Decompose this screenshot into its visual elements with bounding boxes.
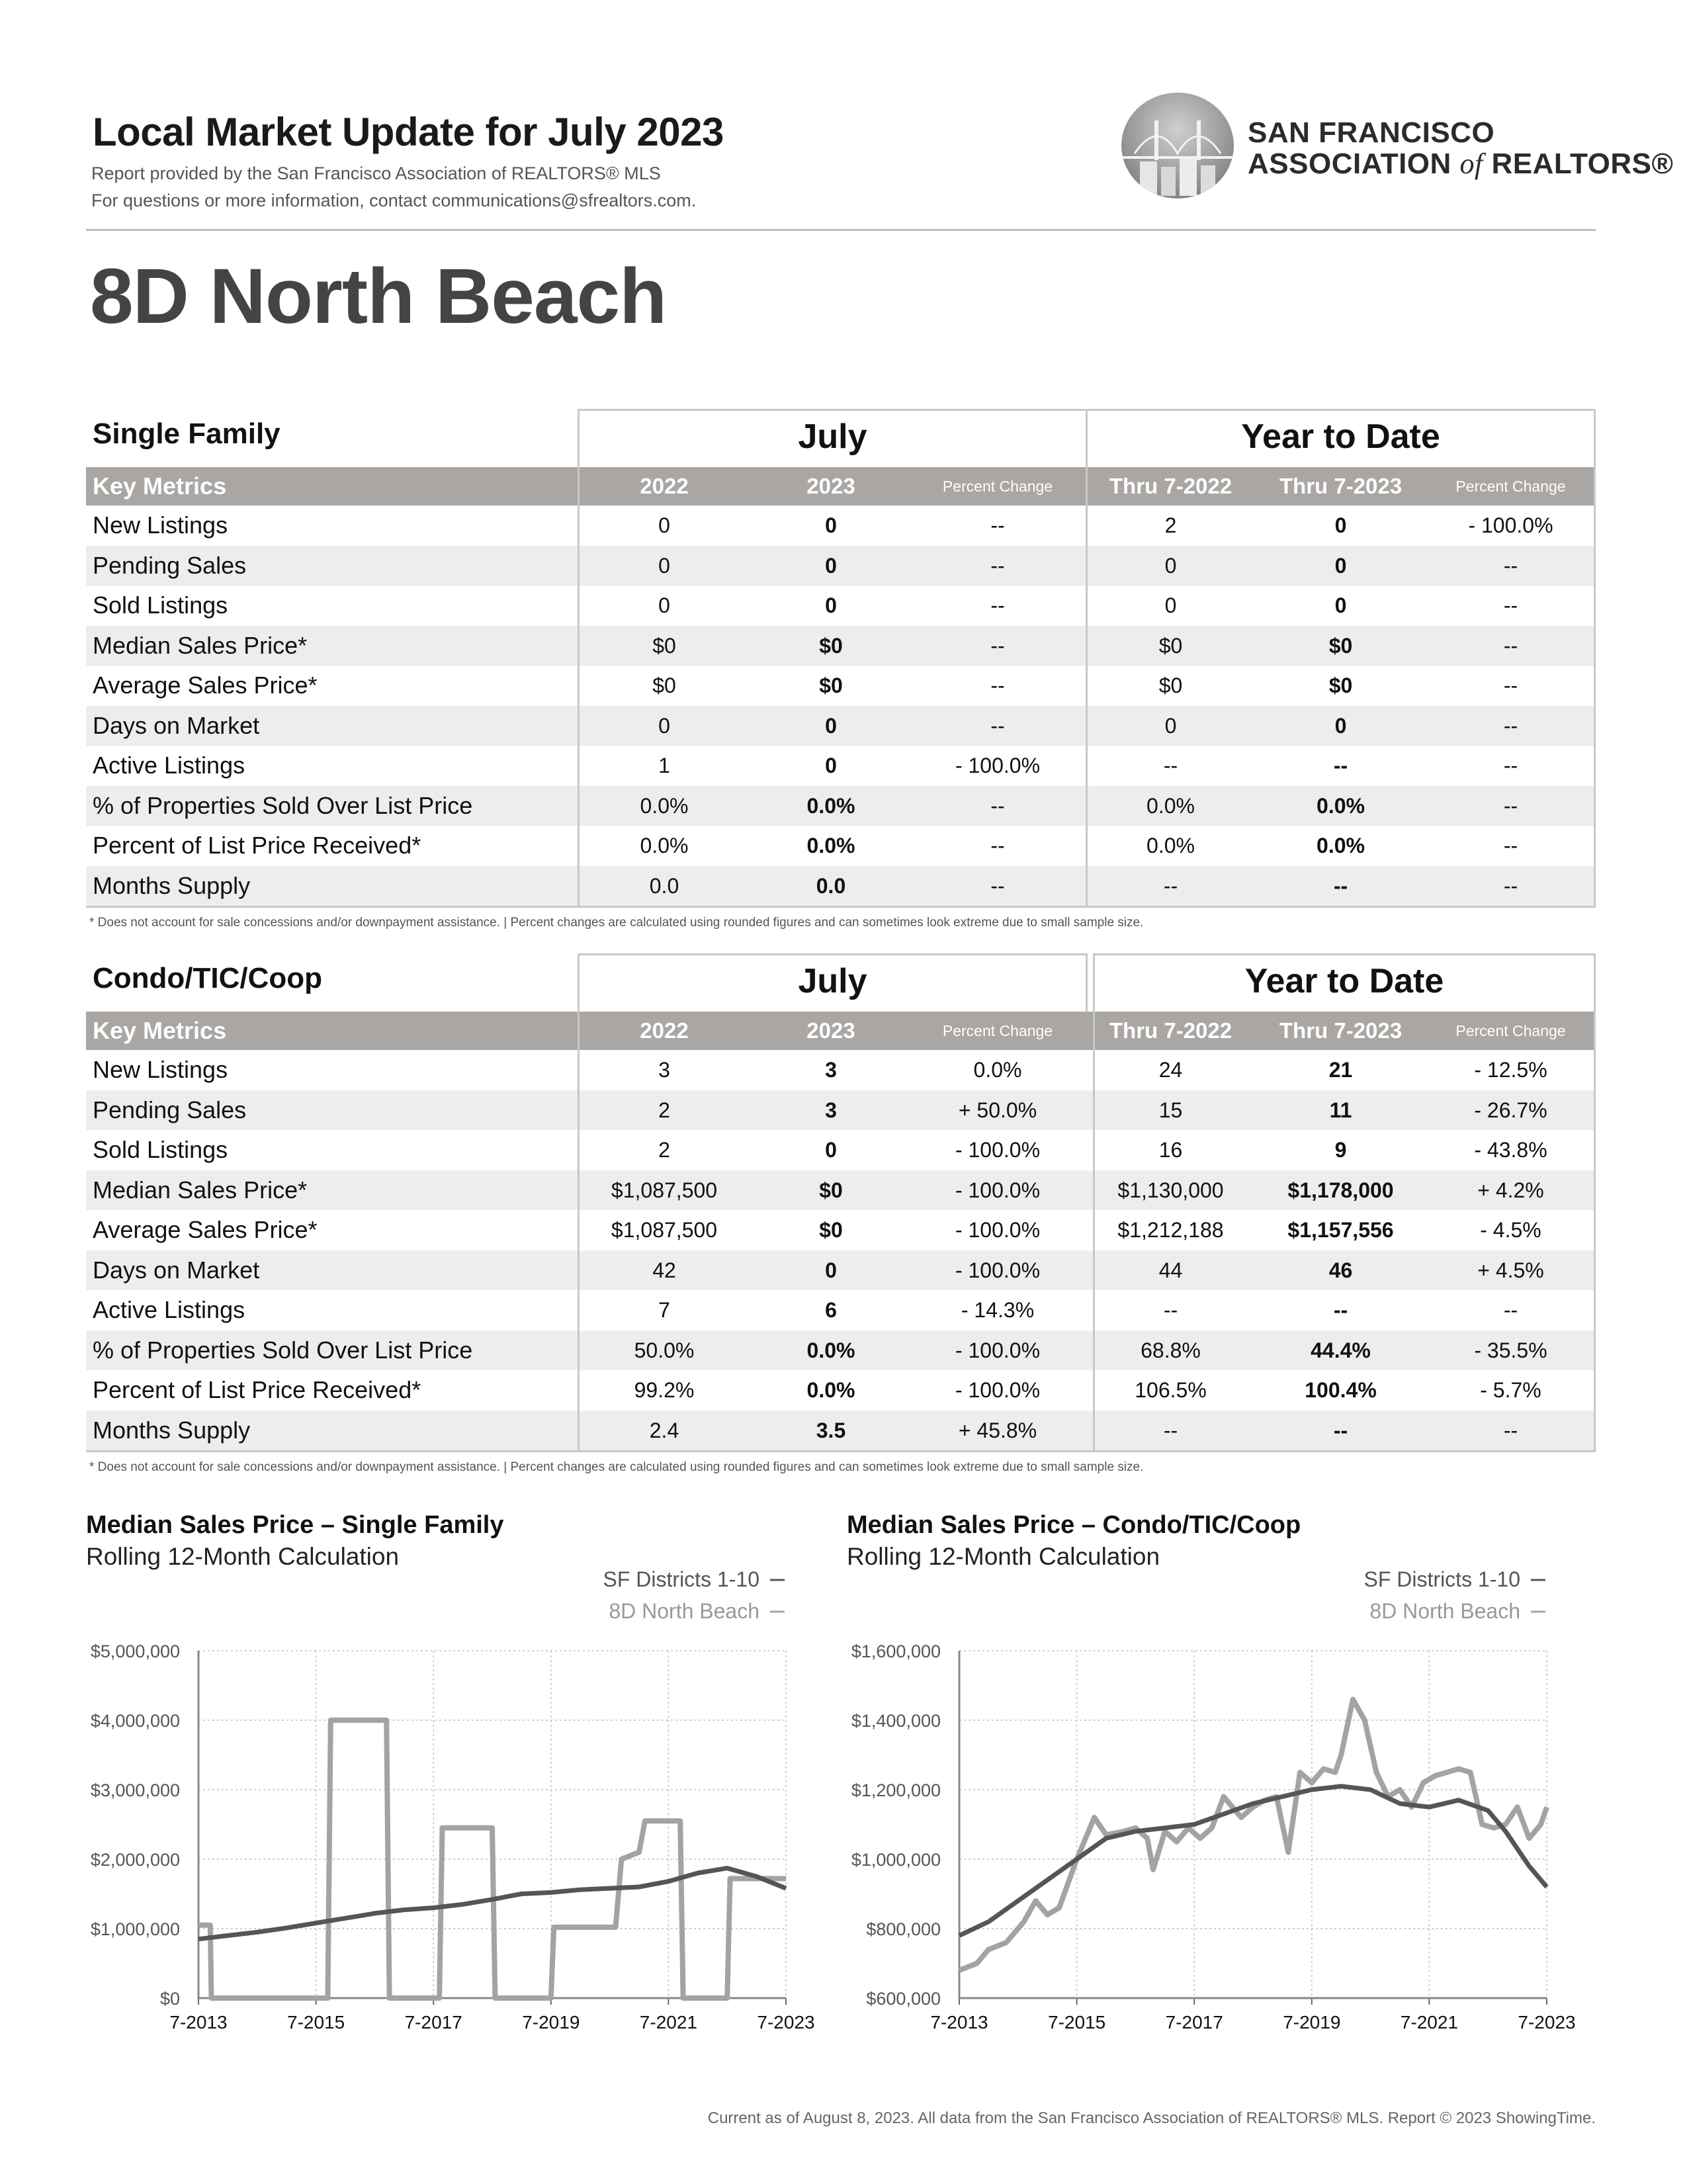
y-tick-label: $1,000,000 [851,1850,941,1870]
value-july-pct: -- [990,873,1005,898]
value-july-pct: 0.0% [973,1058,1022,1082]
value-ytd-pct: -- [1503,834,1518,857]
value-july-2023: 3 [825,1058,837,1082]
value-july-2023: 0.0% [806,1378,855,1402]
metric-name: % of Properties Sold Over List Price [93,1336,473,1364]
value-july-pct: -- [990,553,1005,578]
x-tick-label: 7-2015 [1048,2012,1106,2032]
divider [1086,467,1088,907]
table-row [86,505,1596,546]
value-ytd-pct: -- [1503,593,1518,617]
table-bottom-rule [86,906,1596,908]
july-group-header: July [798,417,867,456]
x-tick-label: 7-2021 [639,2012,697,2032]
col-2023: 2023 [806,1018,855,1043]
value-july-2022: 0 [658,553,670,578]
value-ytd-pct: -- [1503,633,1518,658]
sfar-logo-icon [1121,93,1234,198]
july-group-header: July [798,962,867,1000]
table-row [86,866,1596,906]
value-july-pct: -- [990,633,1005,658]
value-ytd-2023: 9 [1334,1138,1347,1162]
value-july-2023: 0 [825,513,837,537]
chart-single-family [66,1561,834,2038]
page-title: 8D North Beach [90,253,667,340]
legend-label: SF Districts 1-10 [603,1567,759,1591]
value-ytd-2023: 0 [1334,713,1347,738]
table-bottom-rule [86,1450,1596,1452]
value-ytd-pct: - 26.7% [1474,1098,1547,1122]
value-ytd-2022: 68.8% [1141,1338,1201,1362]
value-july-2023: $0 [819,1178,843,1202]
col-2022: 2022 [640,474,689,498]
value-ytd-pct: -- [1503,674,1518,697]
chart-title: Median Sales Price – Single Family [86,1511,504,1539]
value-ytd-pct: -- [1503,1418,1518,1442]
metric-name: New Listings [93,1056,228,1083]
report-title: Local Market Update for July 2023 [93,110,724,154]
value-july-2023: 0.0% [806,834,855,857]
metric-name: Months Supply [93,871,251,899]
value-ytd-2022: 0 [1164,713,1177,738]
footnote: * Does not account for sale concessions and/or downpayment assistance. | Percent changes are calculated using rounded figures and can sometimes look extreme due to small sample size. [89,916,1144,930]
value-ytd-2023: 0 [1334,553,1347,578]
table-row [86,1050,1596,1090]
table-row [86,1250,1596,1291]
metric-name: Pending Sales [93,551,247,579]
x-tick-label: 7-2023 [1518,2012,1576,2032]
table-section-label: Single Family [93,417,281,450]
value-july-pct: -- [990,513,1005,537]
value-ytd-pct: -- [1503,1298,1518,1322]
table-row [86,786,1596,826]
col-ytd-percent-change: Percent Change [1455,478,1566,495]
x-tick-label: 7-2015 [287,2012,345,2032]
value-ytd-2022: 0.0% [1146,793,1195,818]
y-tick-label: $1,600,000 [851,1641,941,1661]
value-july-2022: 0.0% [640,834,689,857]
value-ytd-pct: -- [1503,713,1518,738]
value-july-2022: 7 [658,1298,670,1322]
table-row [86,1130,1596,1170]
value-july-2022: 0 [658,513,670,537]
value-ytd-2022: -- [1163,1418,1178,1442]
legend-label: SF Districts 1-10 [1363,1567,1520,1591]
value-july-pct: -- [990,674,1005,697]
value-july-2022: 42 [652,1258,676,1282]
value-ytd-2022: -- [1163,754,1178,777]
value-ytd-2022: $0 [1158,674,1183,697]
value-ytd-pct: -- [1503,553,1518,578]
value-ytd-2023: 46 [1328,1258,1353,1282]
value-july-pct: - 100.0% [955,1378,1041,1402]
value-ytd-2023: 0 [1334,593,1347,617]
value-july-2022: 2 [658,1138,670,1162]
value-ytd-2022: 0.0% [1146,834,1195,857]
value-july-2022: 50.0% [634,1338,695,1362]
value-ytd-2023: $1,178,000 [1287,1178,1394,1202]
y-tick-label: $5,000,000 [90,1641,180,1661]
value-july-2022: $1,087,500 [611,1218,718,1242]
value-july-2023: 0 [825,553,837,578]
value-ytd-2023: -- [1333,1418,1348,1442]
value-july-pct: -- [990,793,1005,818]
ytd-group-header: Year to Date [1241,417,1440,456]
value-july-2022: 0.0 [649,873,679,898]
y-tick-label: $2,000,000 [90,1850,180,1870]
value-july-2022: 0.0% [640,793,689,818]
value-july-2023: 0 [825,713,837,738]
y-tick-label: $600,000 [866,1989,941,2009]
value-ytd-2022: 16 [1158,1138,1183,1162]
x-tick-label: 7-2021 [1400,2012,1458,2032]
table-row [86,1370,1596,1411]
divider [578,1012,580,1452]
table-row [86,546,1596,586]
col-key-metrics: Key Metrics [93,472,227,500]
value-july-2022: $0 [652,633,676,658]
metric-name: New Listings [93,511,228,539]
metric-name: Pending Sales [93,1096,247,1123]
x-tick-label: 7-2013 [930,2012,988,2032]
value-july-pct: -- [990,834,1005,857]
value-july-2022: 1 [658,754,670,777]
metric-name: Days on Market [93,1256,260,1284]
table-row [86,826,1596,866]
table-header-row [86,467,1596,505]
x-tick-label: 7-2019 [522,2012,580,2032]
value-july-2023: $0 [819,674,843,697]
y-tick-label: $1,400,000 [851,1711,941,1731]
value-july-2023: $0 [819,633,843,658]
value-ytd-2022: 2 [1164,513,1177,537]
value-july-2022: 99.2% [634,1378,695,1402]
col-key-metrics: Key Metrics [93,1017,227,1044]
value-july-2023: 3 [825,1098,837,1122]
y-tick-label: $4,000,000 [90,1711,180,1731]
table-row [86,746,1596,786]
value-july-2023: 0.0% [806,793,855,818]
provided-by-text: Report provided by the San Francisco Association of REALTORS® MLS [91,163,661,183]
value-july-pct: -- [990,713,1005,738]
col-thru-2022: Thru 7-2022 [1109,474,1233,498]
value-ytd-2023: 100.4% [1305,1378,1377,1402]
value-july-2022: 0 [658,593,670,617]
chart-subtitle: Rolling 12-Month Calculation [86,1543,400,1570]
value-july-2023: 6 [825,1298,837,1322]
value-ytd-pct: - 35.5% [1474,1338,1547,1362]
value-july-pct: - 100.0% [955,1218,1041,1242]
value-ytd-2022: 15 [1158,1098,1183,1122]
value-ytd-pct: + 4.5% [1477,1258,1544,1282]
x-tick-label: 7-2013 [169,2012,228,2032]
metric-name: Sold Listings [93,1136,228,1163]
condo-table [86,953,1596,1453]
value-ytd-pct: -- [1503,873,1518,898]
logo-word-association: ASSOCIATION [1248,148,1451,180]
table-section-label: Condo/TIC/Coop [93,962,323,994]
value-ytd-pct: - 5.7% [1480,1378,1541,1402]
table-row [86,666,1596,706]
table-row [86,1290,1596,1331]
ytd-group-header: Year to Date [1244,962,1444,1000]
value-ytd-2022: -- [1163,1298,1178,1322]
col-2022: 2022 [640,1018,689,1043]
value-july-2023: 0 [825,1138,837,1162]
divider [578,467,580,907]
metric-name: % of Properties Sold Over List Price [93,791,473,819]
value-ytd-2022: 0 [1164,593,1177,617]
table-row [86,1411,1596,1451]
series-line-north-beach [959,1700,1547,1971]
x-tick-label: 7-2017 [404,2012,462,2032]
metric-name: Sold Listings [93,591,228,619]
value-july-2022: 3 [658,1058,670,1082]
value-ytd-2022: $1,212,188 [1117,1218,1224,1242]
value-ytd-2023: 0 [1334,513,1347,537]
col-thru-2023: Thru 7-2023 [1279,474,1403,498]
value-ytd-pct: - 43.8% [1474,1138,1547,1162]
value-ytd-2022: 44 [1158,1258,1183,1282]
logo-line-1: SAN FRANCISCO [1248,116,1495,149]
value-july-2022: $0 [652,674,676,697]
value-july-2022: $1,087,500 [611,1178,718,1202]
value-ytd-2022: -- [1163,873,1178,898]
value-july-2023: $0 [819,1218,843,1242]
metric-name: Average Sales Price* [93,672,318,699]
value-ytd-2023: 0.0% [1317,834,1365,857]
value-ytd-2023: -- [1333,754,1348,777]
value-july-2022: 2.4 [649,1418,679,1442]
value-july-pct: - 100.0% [955,1258,1041,1282]
footer-text: Current as of August 8, 2023. All data from the San Francisco Association of REALTORS® MLS. Report © 2023 ShowingTime. [707,2109,1596,2127]
table-row [86,586,1596,626]
value-july-pct: - 100.0% [955,1178,1041,1202]
single-family-table [86,409,1596,908]
y-tick-label: $1,200,000 [851,1780,941,1800]
logo-word-realtors: REALTORS® [1491,148,1674,180]
logo-line-2 [1248,147,1673,181]
value-july-pct: -- [990,593,1005,617]
divider [1093,1012,1095,1452]
value-ytd-2022: $0 [1158,633,1183,658]
value-july-pct: - 14.3% [961,1298,1035,1322]
metric-name: Percent of List Price Received* [93,1376,421,1403]
table-header-row [86,1012,1596,1050]
value-ytd-pct: - 12.5% [1474,1058,1547,1082]
col-percent-change: Percent Change [942,478,1053,495]
metric-name: Median Sales Price* [93,631,308,659]
value-july-pct: - 100.0% [955,754,1041,777]
value-ytd-2022: $1,130,000 [1117,1178,1224,1202]
metric-name: Percent of List Price Received* [93,832,421,859]
table-row [86,1331,1596,1371]
y-tick-label: $1,000,000 [90,1919,180,1939]
value-july-2023: 0.0% [806,1338,855,1362]
value-july-2023: 0 [825,754,837,777]
value-ytd-2023: -- [1333,1298,1348,1322]
table-row [86,1090,1596,1131]
value-ytd-2023: 11 [1329,1098,1352,1122]
value-july-2023: 0.0 [816,873,846,898]
value-ytd-2023: $1,157,556 [1287,1218,1394,1242]
value-july-2022: 2 [658,1098,670,1122]
y-tick-label: $0 [159,1989,180,2009]
x-tick-label: 7-2017 [1165,2012,1223,2032]
value-ytd-2022: 24 [1158,1058,1183,1082]
value-july-2023: 0 [825,1258,837,1282]
legend-label: 8D North Beach [1369,1599,1520,1623]
metric-name: Median Sales Price* [93,1176,308,1203]
col-thru-2023: Thru 7-2023 [1279,1018,1403,1043]
contact-text: For questions or more information, contact communications@sfrealtors.com. [91,191,697,210]
metric-name: Active Listings [93,1296,245,1323]
value-ytd-pct: - 4.5% [1480,1218,1541,1242]
table-row [86,706,1596,746]
table-row [86,626,1596,666]
footnote: * Does not account for sale concessions and/or downpayment assistance. | Percent changes are calculated using rounded figures and can sometimes look extreme due to small sample size. [89,1460,1144,1474]
value-ytd-2023: 44.4% [1311,1338,1371,1362]
col-2023: 2023 [806,474,855,498]
header-divider [86,229,1596,231]
value-july-pct: + 45.8% [958,1418,1037,1442]
value-july-pct: - 100.0% [955,1338,1041,1362]
chart-subtitle: Rolling 12-Month Calculation [847,1543,1160,1570]
table-row [86,1170,1596,1211]
value-july-pct: + 50.0% [958,1098,1037,1122]
value-ytd-pct: -- [1503,754,1518,777]
x-tick-label: 7-2023 [757,2012,815,2032]
value-ytd-pct: - 100.0% [1468,513,1553,537]
value-ytd-pct: -- [1503,793,1518,818]
metric-name: Days on Market [93,711,260,739]
y-tick-label: $3,000,000 [90,1780,180,1800]
col-percent-change: Percent Change [942,1022,1053,1039]
value-ytd-2023: -- [1333,873,1348,898]
value-ytd-2022: 0 [1164,553,1177,578]
col-thru-2022: Thru 7-2022 [1109,1018,1233,1043]
metric-name: Active Listings [93,752,245,779]
chart-condo [827,1561,1594,2038]
legend-label: 8D North Beach [609,1599,759,1623]
divider [1594,1012,1596,1452]
value-ytd-2023: $0 [1328,674,1353,697]
metric-name: Average Sales Price* [93,1216,318,1243]
table-row [86,1210,1596,1250]
x-tick-label: 7-2019 [1283,2012,1341,2032]
value-july-2022: 0 [658,713,670,738]
chart-title: Median Sales Price – Condo/TIC/Coop [847,1511,1301,1539]
divider [1594,467,1596,907]
value-ytd-2022: 106.5% [1135,1378,1207,1402]
value-ytd-2023: $0 [1328,633,1353,658]
col-ytd-percent-change: Percent Change [1455,1022,1566,1039]
metric-name: Months Supply [93,1416,251,1444]
value-july-2023: 0 [825,593,837,617]
value-ytd-2023: 21 [1328,1058,1353,1082]
y-tick-label: $800,000 [866,1919,941,1939]
value-july-pct: - 100.0% [955,1138,1041,1162]
value-july-2023: 3.5 [816,1418,846,1442]
logo-word-of: of [1459,148,1483,180]
value-ytd-2023: 0.0% [1317,793,1365,818]
value-ytd-pct: + 4.2% [1477,1178,1544,1202]
